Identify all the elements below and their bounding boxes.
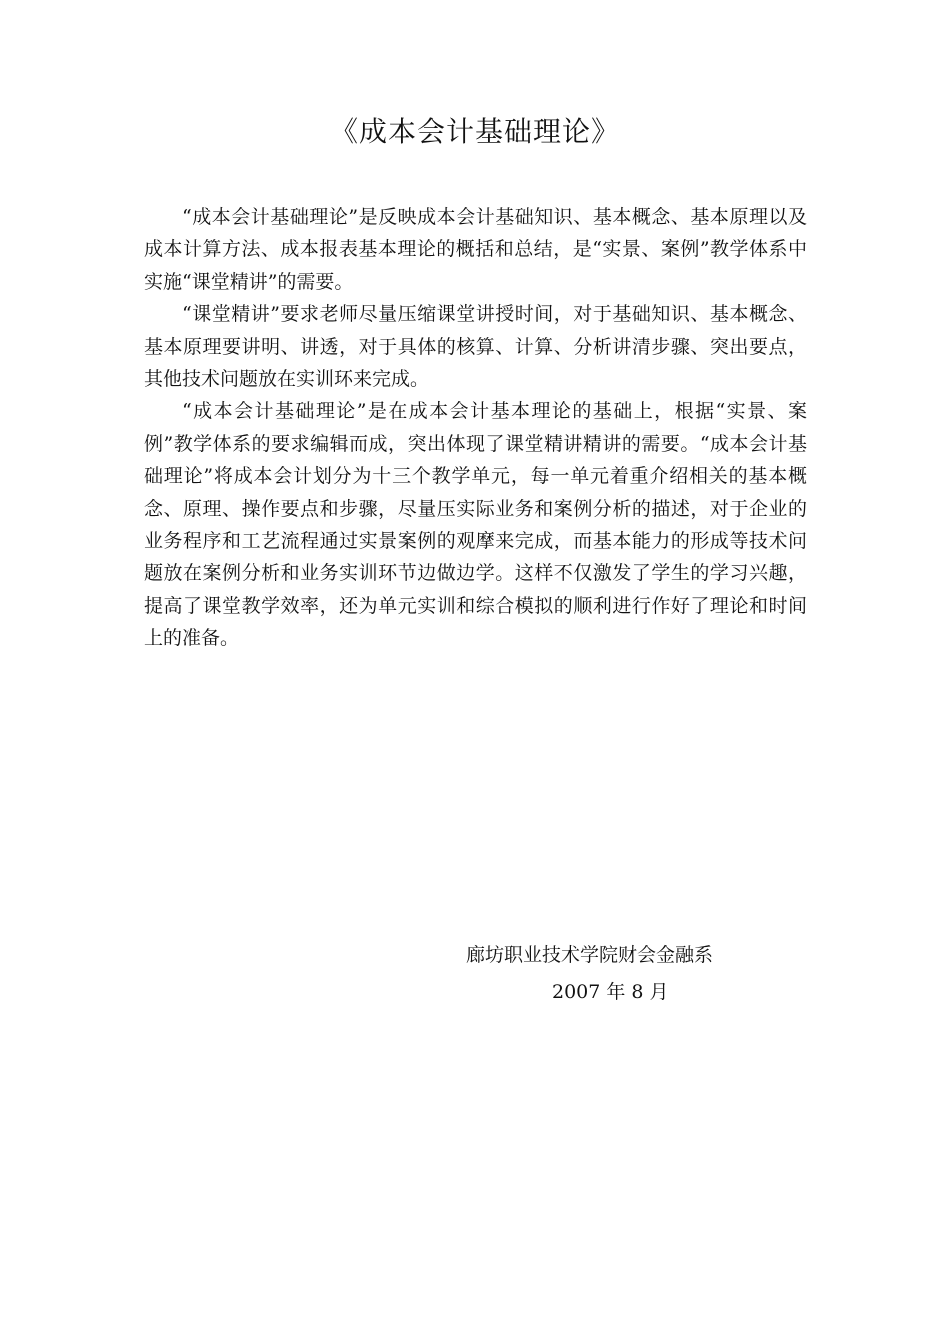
- paragraph-3: “成本会计基础理论”是在成本会计基本理论的基础上，根据“实景、案例”教学体系的要求编辑而成，突出体现了课堂精讲精讲的需要。“成本会计基础理论”将成本会计划分为十三个教学单元，每一单元着重介绍相关的基本概念、原理、操作要点和步骤，尽量压实际业务和案例分析的描述，对于企业的业务程序和工艺流程通过实景案例的观摩来完成，而基本能力的形成等技术问题放在案例分析和业务实训环节边做边学。这样不仅激发了学生的学习兴趣，提高了课堂教学效率，还为单元实训和综合模拟的顺利进行作好了理论和时间上的准备。: [144, 400, 807, 650]
- document-title: 《成本会计基础理论》: [329, 115, 620, 148]
- organization-signature: 廊坊职业技术学院财会金融系: [466, 944, 714, 966]
- document-body: [144, 201, 807, 655]
- document-date: 2007 年 8 月: [552, 981, 669, 1003]
- paragraph-1: “成本会计基础理论”是反映成本会计基础知识、基本概念、基本原理以及成本计算方法、成本报表基本理论的概括和总结，是“实景、案例”教学体系中实施“课堂精讲”的需要。: [144, 206, 807, 293]
- paragraph-2: “课堂精讲”要求老师尽量压缩课堂讲授时间，对于基础知识、基本概念、基本原理要讲明、讲透，对于具体的核算、计算、分析讲清步骤、突出要点，其他技术问题放在实训环来完成。: [144, 303, 807, 391]
